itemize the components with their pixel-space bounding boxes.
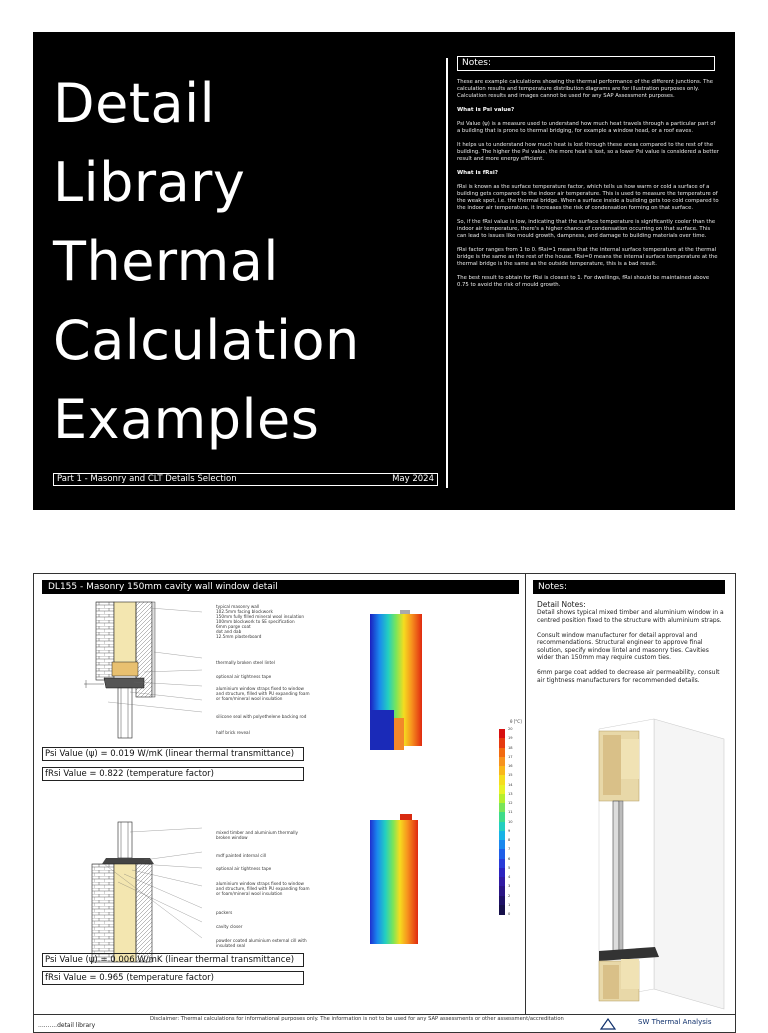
- annotation-label: half brick reveal: [216, 730, 250, 735]
- cover-notes-heading: Notes:: [457, 56, 715, 71]
- head-psi-value: Psi Value (ψ) = 0.019 W/mK (linear thermal transmittance): [42, 747, 304, 761]
- frsi-paragraph: fRsi factor ranges from 1 to 0. fRsi=1 means that the internal surface temperature at the thermal bridge is the same as the rest of the house. fRsi=0 means the internal surface temperature at the thermal bridge is the same as the outside temperature, this is a bad result.: [457, 247, 718, 267]
- temperature-scale-tick: 13: [508, 791, 513, 796]
- detail-title: DL155 - Masonry 150mm cavity wall window detail: [42, 580, 519, 594]
- sill-thermal-image: [364, 814, 424, 944]
- frsi-paragraph: So, if the fRsi value is low, indicating that the surface temperature is significantly cooler than the indoor air temperature, there's a higher chance of condensation occurring on that surface. This can lead to issues like mould growth, dampness, and damage to building materials over time.: [457, 219, 716, 239]
- temperature-scale-tick: 14: [508, 782, 513, 787]
- psi-paragraph: Psi Value (ψ) is a measure used to understand how much heat travels through a particular part of a building that is prone to thermal bridging, for example a window head, or a roof eaves.: [457, 121, 716, 134]
- window-3d-render: [559, 719, 729, 1009]
- sill-labels: [216, 830, 316, 960]
- annotation-label: aluminium window straps fixed to window and structure, filled with PU expanding foam or foam/mineral wool insulation: [216, 686, 310, 701]
- detail-sheet: [33, 573, 736, 1033]
- cover-panel: [33, 32, 735, 510]
- detail-note: Detail shows typical mixed timber and aluminium window in a centred position fixed to the structure with aluminium straps.: [537, 609, 724, 624]
- temperature-scale-tick: 3: [508, 884, 511, 889]
- head-section-drawing: [84, 602, 214, 742]
- temperature-scale-tick: 2: [508, 893, 511, 898]
- temperature-scale-tick: 18: [508, 745, 513, 750]
- cover-part-label: Part 1 - Masonry and CLT Details Selection: [57, 474, 237, 484]
- disclaimer-text: Disclaimer: Thermal calculations for informational purposes only. The information is not to be used for any SAP assessments or other assessment/accreditation: [150, 1016, 564, 1022]
- temperature-scale-tick: 20: [508, 727, 513, 731]
- cover-title-line: Thermal: [53, 230, 279, 293]
- footer-library-label: ..........detail library: [38, 1022, 96, 1029]
- detail-notes: [537, 600, 727, 692]
- annotation-label: optional air tightness tape: [216, 866, 272, 871]
- cover-notes-body: [457, 79, 719, 296]
- temperature-scale-bar: [499, 729, 505, 914]
- annotation-label: cavity closer: [216, 924, 243, 929]
- frsi-paragraph: The best result to obtain for fRsi is closest to 1. For dwellings, fRsi should be maintained above 0.75 to avoid the risk of mould growth.: [457, 275, 710, 288]
- detail-notes-heading: Detail Notes:: [537, 600, 586, 609]
- temperature-scale-tick: 11: [508, 810, 513, 815]
- cover-title: [53, 64, 453, 459]
- temperature-scale-tick: 17: [508, 754, 513, 759]
- sheet-footer-rule: [34, 1014, 735, 1015]
- temperature-scale-unit: θ [°C]: [510, 719, 522, 724]
- head-labels: [216, 604, 316, 734]
- temperature-scale-tick: 9: [508, 828, 511, 833]
- temperature-scale-tick: 6: [508, 856, 511, 861]
- temperature-scale-tick: 15: [508, 773, 513, 778]
- brand-name: SW Thermal Analysis: [638, 1018, 712, 1026]
- annotation-label: aluminium window straps fixed to window and structure, filled with PU expanding foam or foam/mineral wool insulation: [216, 881, 310, 896]
- sill-frsi-value: fRsi Value = 0.965 (temperature factor): [42, 971, 304, 985]
- temperature-scale-tick: 19: [508, 736, 513, 741]
- frsi-paragraph: fRsi is known as the surface temperature factor, which tells us how warm or cold a surface of a building gets compared to the indoor air temperature. This is used to measure the temperature of the weak spot, i.e. the thermal bridge. When a surface inside a building gets too cold compared to the indoor air temperature, it increases the risk of condensation forming on that surface.: [457, 184, 719, 211]
- temperature-scale-tick: 10: [508, 819, 513, 824]
- sill-section-drawing: [84, 822, 214, 962]
- psi-paragraph: It helps us to understand how much heat is lost through these areas compared to the rest of the building. The higher the Psi value, the more heat is lost, so a lower Psi value is considered a better result and more energy efficient.: [457, 142, 719, 162]
- temperature-scale-tick: 7: [508, 847, 511, 852]
- head-frsi-value: fRsi Value = 0.822 (temperature factor): [42, 767, 304, 781]
- cover-divider: [446, 58, 448, 488]
- cover-title-line: Detail: [53, 72, 216, 135]
- annotation-label: packers: [216, 910, 233, 915]
- temperature-scale-swatch: [499, 905, 505, 915]
- cover-footer: [53, 473, 438, 486]
- cover-title-line: Calculation: [53, 309, 360, 372]
- temperature-scale-tick: 1: [508, 902, 511, 907]
- annotation-label: powder coated aluminium external cill with insulated seal: [216, 938, 307, 948]
- psi-heading: What is Psi value?: [457, 107, 515, 113]
- annotation-label: silicone seal with polyethelene backing rod: [216, 714, 307, 719]
- temperature-scale-tick: 12: [508, 801, 513, 805]
- annotation-label: mixed timber and aluminium thermally broken window: [216, 830, 299, 840]
- temperature-scale-tick: 5: [508, 865, 511, 870]
- temperature-scale: [499, 729, 519, 914]
- annotation-label: thermally broken steel lintel: [216, 660, 275, 665]
- temperature-scale-tick: 8: [508, 838, 511, 842]
- sheet-divider: [525, 574, 526, 1014]
- temperature-scale-tick: 16: [508, 764, 513, 768]
- cover-title-line: Examples: [53, 388, 320, 451]
- frsi-heading: What is fRsi?: [457, 170, 498, 176]
- sheet-notes-heading: Notes:: [533, 580, 725, 594]
- brand-logo-icon: [600, 1018, 616, 1030]
- head-thermal-image: [364, 610, 424, 752]
- temperature-scale-tick: 0: [508, 912, 511, 916]
- cover-date: May 2024: [392, 474, 434, 484]
- annotation-label: optional air tightness tape: [216, 674, 272, 679]
- annotation-label: typical masonry wall 102.5mm facing blockwork 150mm fully filled mineral wool insulation 100mm blockwork to SE specification 6mm parge coat dot and dab 12.5mm plasterboard: [216, 604, 304, 639]
- cover-title-line: Library: [53, 151, 246, 214]
- temperature-scale-tick: 4: [508, 875, 511, 879]
- notes-intro: These are example calculations showing the thermal performance of the different junctions. The calculation results and temperature distribution diagrams are for illustration purposes only. Calculation results and images cannot be used for any SAP Assessment purposes.: [457, 79, 713, 99]
- sill-psi-value: Psi Value (ψ) = 0.006 W/mK (linear thermal transmittance): [42, 953, 304, 967]
- annotation-label: mdf painted internal cill: [216, 853, 266, 858]
- detail-note: Consult window manufacturer for detail approval and recommendations. Structural engineer to approve final solution, specify window lintel and masonry ties. Cavities wider than 150mm may require custom ties.: [537, 631, 709, 661]
- detail-note: 6mm parge coat added to decrease air permeability, consult air tightness manufacturers for recommended details.: [537, 669, 720, 684]
